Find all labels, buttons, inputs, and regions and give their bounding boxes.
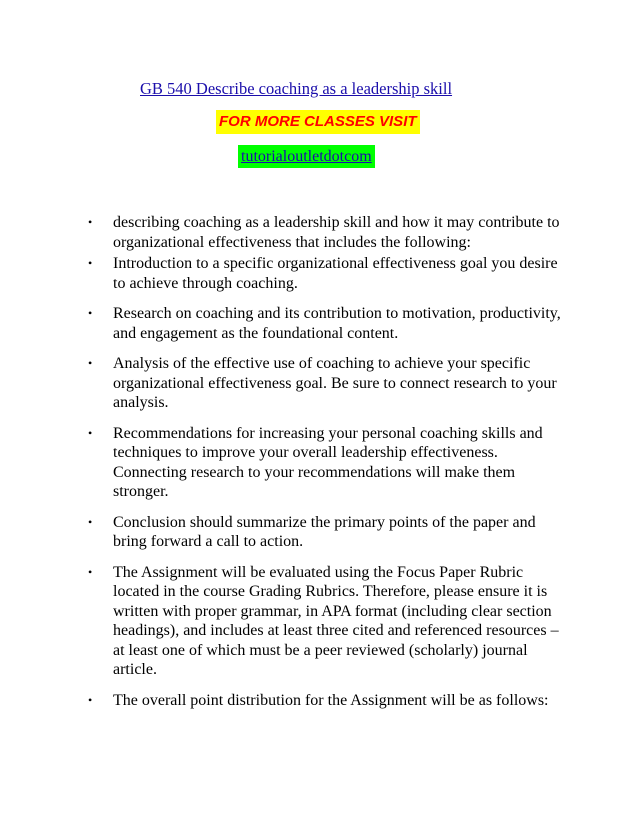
list-item-text: Recommendations for increasing your personal coaching skills and techniques to improve your overall leadership effectiveness. Connecting research to your recommendations will make them stronger. [113,424,543,500]
list-item [0,424,638,502]
list-item [0,513,638,552]
bullet-icon: • [88,564,93,579]
bullet-icon: • [88,215,93,229]
list-item-text: Conclusion should summarize the primary points of the paper and bring forward a call to action. [113,513,536,550]
bullet-icon: • [88,356,93,370]
list-item-text: The Assignment will be evaluated using the Focus Paper Rubric located in the course Grading Rubrics. Therefore, please ensure it is written with proper grammar, in APA format (including clear section headings), and includes at least three cited and referenced resources – at least one of which must be a peer reviewed (scholarly) journal article. [113,563,559,678]
requirements-list [0,213,638,710]
list-item-text: Analysis of the effective use of coaching to achieve your specific organizational effectiveness goal. Be sure to connect research to your analysis. [113,355,557,411]
title-link[interactable]: GB 540 Describe coaching as a leadership skill [140,79,453,98]
list-item-text: The overall point distribution for the Assignment will be as follows: [113,691,549,709]
list-item-text: Introduction to a specific organizational effectiveness goal you desire to achieve through coaching. [113,255,558,292]
list-item-text: Research on coaching and its contribution to motivation, productivity, and engagement as the foundational content. [113,305,561,342]
list-item [0,563,638,680]
list-item [0,254,638,293]
list-item-text: describing coaching as a leadership skill and how it may contribute to organizational effectiveness that includes the following: [113,214,560,251]
bullet-icon: • [88,425,93,440]
list-item [0,213,638,252]
more-classes-banner: FOR MORE CLASSES VISIT [216,110,420,134]
list-item [0,304,638,343]
site-link[interactable]: tutorialoutletdotcom [238,145,375,168]
bullet-icon: • [88,514,93,529]
bullet-icon: • [88,256,93,270]
bullet-icon: • [88,692,93,707]
bullet-icon: • [88,306,93,320]
list-item [0,354,638,413]
list-item [0,691,638,711]
